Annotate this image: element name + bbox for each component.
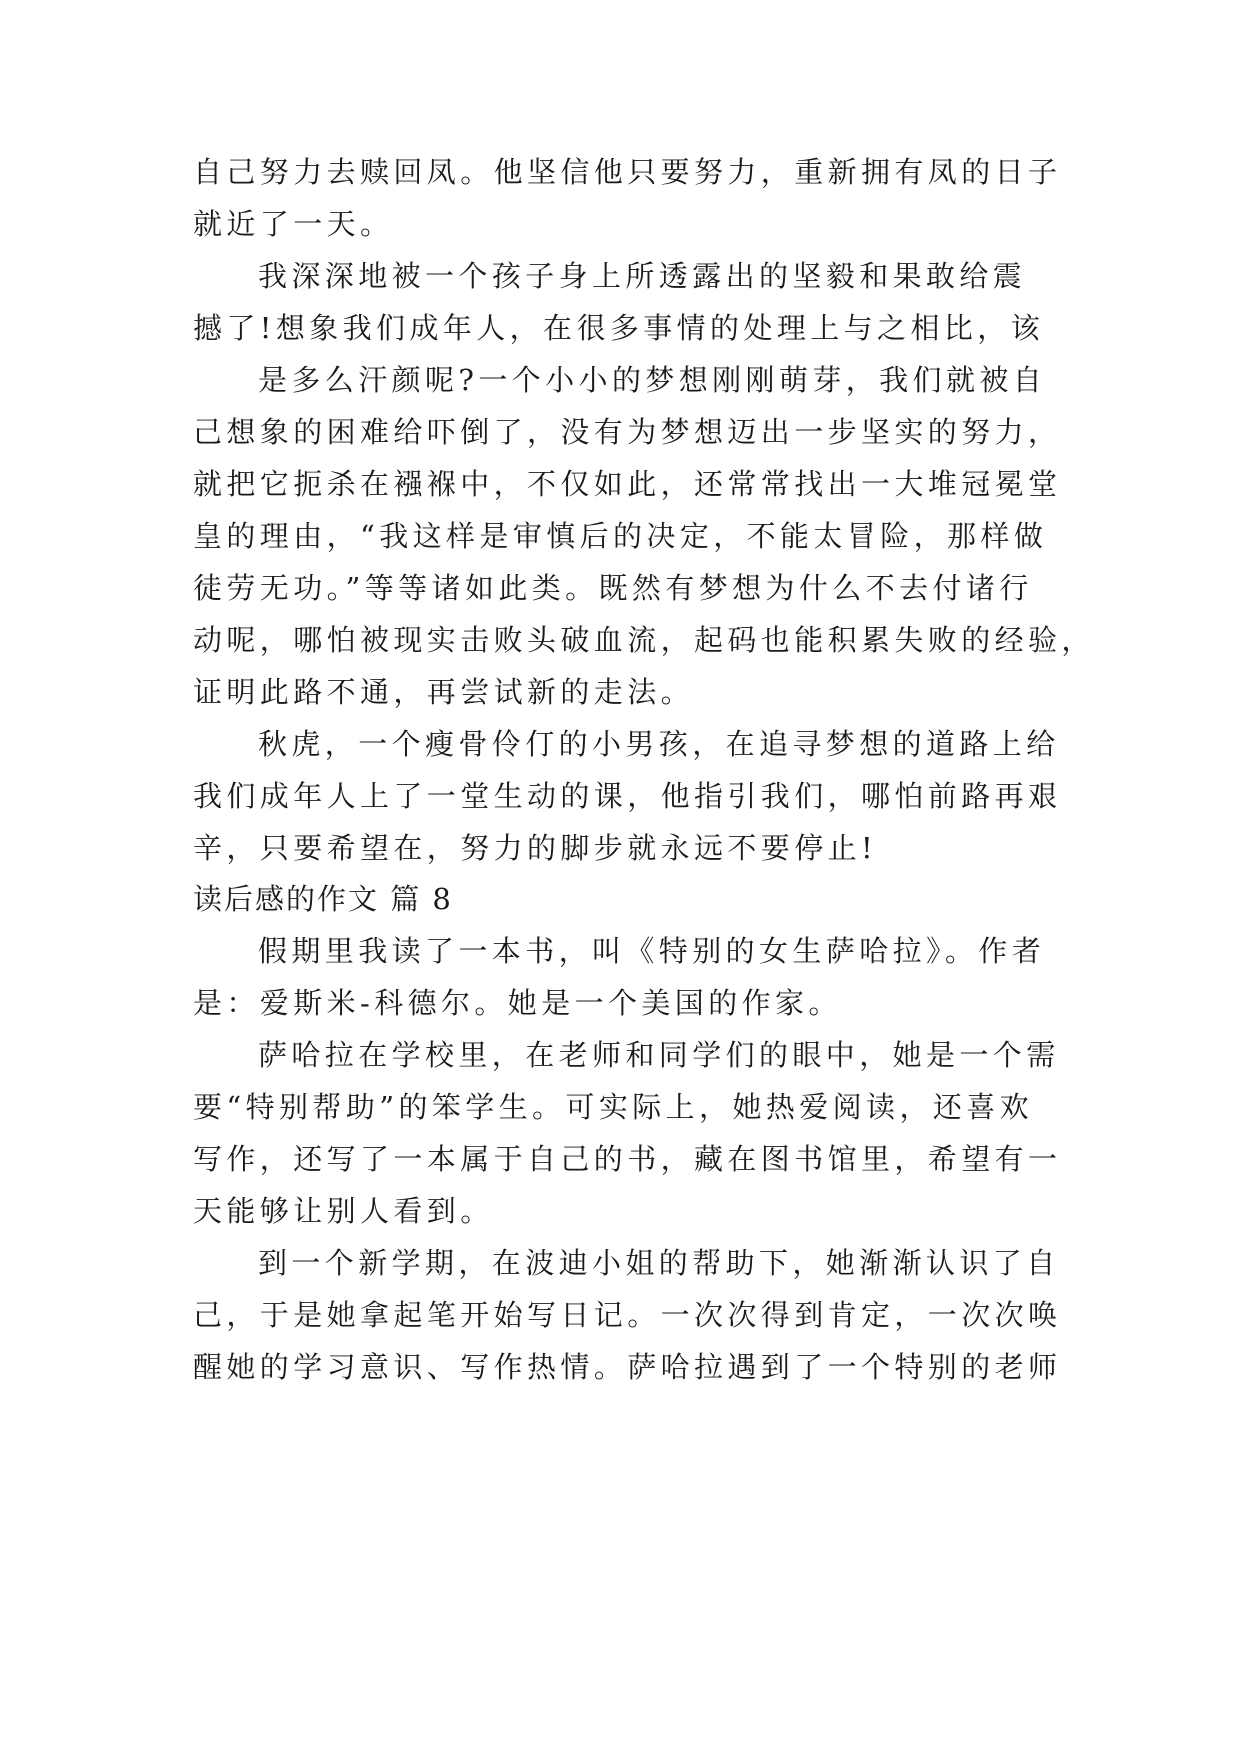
text-line: 天能够让别人看到。 bbox=[193, 1194, 494, 1228]
paragraph-first-line: 萨哈拉在学校里，在老师和同学们的眼中，她是一个需 bbox=[258, 1038, 1060, 1072]
text-line: 皇的理由，“我这样是审慎后的决定，不能太冒险，那样做 bbox=[193, 519, 1048, 553]
text-line: 醒她的学习意识、写作热情。萨哈拉遇到了一个特别的老师 bbox=[193, 1350, 1062, 1384]
paragraph-first-line: 秋虎，一个瘦骨伶仃的小男孩，在追寻梦想的道路上给 bbox=[258, 727, 1060, 761]
text-line: 自己努力去赎回凤。他坚信他只要努力，重新拥有凤的日子 bbox=[193, 155, 1062, 189]
text-line: 写作，还写了一本属于自己的书，藏在图书馆里，希望有一 bbox=[193, 1142, 1062, 1176]
text-line: 就近了一天。 bbox=[193, 207, 394, 241]
paragraph-first-line: 是多么汗颜呢?一个小小的梦想刚刚萌芽，我们就被自 bbox=[258, 363, 1047, 397]
paragraph-first-line: 到一个新学期，在波迪小姐的帮助下，她渐渐认识了自 bbox=[258, 1246, 1060, 1280]
paragraph-first-line: 我深深地被一个孩子身上所透露出的坚毅和果敢给震 bbox=[258, 259, 1027, 293]
text-line: 证明此路不通，再尝试新的走法。 bbox=[193, 675, 695, 709]
text-line: 动呢，哪怕被现实击败头破血流，起码也能积累失败的经验， bbox=[193, 623, 1095, 657]
text-line: 辛，只要希望在，努力的脚步就永远不要停止! bbox=[193, 831, 878, 865]
text-line: 是：爱斯米-科德尔。她是一个美国的作家。 bbox=[193, 986, 842, 1020]
text-line: 我们成年人上了一堂生动的课，他指引我们，哪怕前路再艰 bbox=[193, 779, 1062, 813]
text-line: 己，于是她拿起笔开始写日记。一次次得到肯定，一次次唤 bbox=[193, 1298, 1062, 1332]
text-line: 徒劳无功。”等等诸如此类。既然有梦想为什么不去付诸行 bbox=[193, 571, 1033, 605]
section-heading: 读后感的作文 篇 8 bbox=[193, 882, 453, 916]
text-line: 要“特别帮助”的笨学生。可实际上，她热爱阅读，还喜欢 bbox=[193, 1090, 1034, 1124]
paragraph-first-line: 假期里我读了一本书，叫《特别的女生萨哈拉》。作者 bbox=[258, 934, 1046, 968]
text-line: 就把它扼杀在襁褓中，不仅如此，还常常找出一大堆冠冕堂 bbox=[193, 467, 1062, 501]
text-line: 己想象的困难给吓倒了，没有为梦想迈出一步坚实的努力， bbox=[193, 415, 1062, 449]
text-line: 撼了!想象我们成年人，在很多事情的处理上与之相比，该 bbox=[193, 311, 1045, 345]
